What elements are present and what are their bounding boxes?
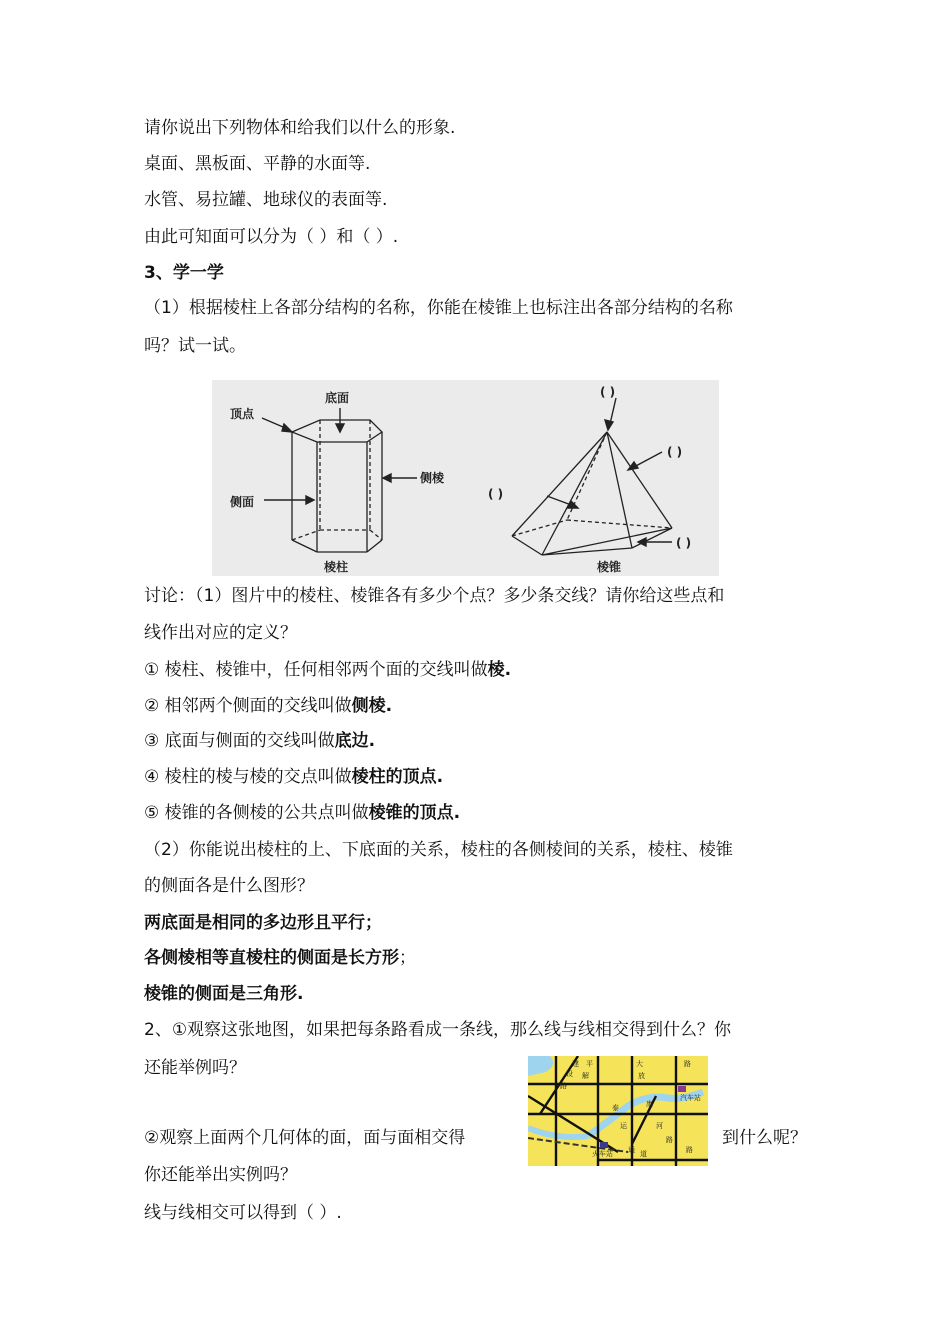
label-vertex: 顶点 bbox=[230, 407, 255, 421]
svg-text:设: 设 bbox=[566, 1070, 573, 1078]
svg-text:平: 平 bbox=[586, 1060, 593, 1068]
faces-question-tail: 到什么呢？ bbox=[722, 1128, 807, 1148]
svg-text:火车站: 火车站 bbox=[592, 1150, 613, 1158]
map-question: 2、①观察这张地图，如果把每条路看成一条线，那么线与线相交得到什么？你 bbox=[144, 1020, 732, 1040]
prism-top-face bbox=[292, 420, 382, 442]
definition-edge: ① 棱柱、棱锥中，任何相邻两个面的交线叫做棱. bbox=[144, 660, 512, 680]
intro-example-flat: 桌面、黑板面、平静的水面等. bbox=[144, 154, 371, 174]
map-question-cont: 还能举例吗？ bbox=[144, 1058, 246, 1078]
svg-text:建: 建 bbox=[572, 1060, 579, 1068]
blank-apex: ( ) bbox=[600, 385, 616, 399]
svg-text:路: 路 bbox=[686, 1146, 693, 1154]
label-top-face: 底面 bbox=[325, 391, 350, 405]
svg-text:放: 放 bbox=[638, 1072, 645, 1080]
street-map bbox=[528, 1056, 708, 1166]
svg-text:大: 大 bbox=[636, 1060, 643, 1068]
answer-bases: 两底面是相同的多边形且平行； bbox=[144, 913, 382, 933]
blank-base-edge: ( ) bbox=[676, 536, 692, 550]
svg-text:汽车站: 汽车站 bbox=[680, 1094, 701, 1102]
svg-text:解: 解 bbox=[582, 1072, 589, 1080]
svg-text:河: 河 bbox=[656, 1122, 663, 1130]
svg-text:路: 路 bbox=[666, 1136, 673, 1144]
section-title: 3、学一学 bbox=[144, 263, 224, 283]
svg-text:通: 通 bbox=[628, 1146, 635, 1154]
intro-question: 请你说出下列物体和给我们以什么的形象. bbox=[144, 118, 456, 138]
discussion-question: 讨论：（1）图片中的棱柱、棱锥各有多少个点？多少条交线？请你给这些点和 bbox=[144, 586, 725, 606]
question-2-cont: 的侧面各是什么图形？ bbox=[144, 876, 314, 896]
svg-text:泰: 泰 bbox=[612, 1104, 619, 1112]
label-side-face: 侧面 bbox=[230, 495, 255, 509]
definition-prism-vertex: ④ 棱柱的棱与棱的交点叫做棱柱的顶点. bbox=[144, 767, 444, 787]
definition-lateral-edge: ② 相邻两个侧面的交线叫做侧棱. bbox=[144, 696, 393, 716]
prism-pyramid-figure bbox=[212, 380, 719, 576]
svg-text:康: 康 bbox=[646, 1100, 653, 1108]
line-intersection-conclusion: 线与线相交可以得到（ ）. bbox=[144, 1203, 342, 1223]
definition-base-edge: ③ 底面与侧面的交线叫做底边. bbox=[144, 731, 376, 751]
definition-pyramid-vertex: ⑤ 棱锥的各侧棱的公共点叫做棱锥的顶点. bbox=[144, 803, 461, 823]
svg-text:路: 路 bbox=[684, 1060, 691, 1068]
label-prism: 棱柱 bbox=[324, 560, 349, 574]
faces-question-cont: 你还能举出实例吗？ bbox=[144, 1165, 297, 1185]
label-lateral-edge: 侧棱 bbox=[420, 471, 445, 485]
label-pyramid: 棱锥 bbox=[597, 560, 622, 574]
discussion-question-cont: 线作出对应的定义？ bbox=[144, 623, 297, 643]
answer-lateral: 各侧棱相等直棱柱的侧面是长方形； bbox=[144, 948, 416, 968]
svg-text:道: 道 bbox=[640, 1150, 647, 1158]
blank-side-face: ( ) bbox=[488, 487, 504, 501]
task1-text: （1）根据棱柱上各部分结构的名称，你能在棱锥上也标注出各部分结构的名称 bbox=[144, 298, 733, 318]
svg-text:运: 运 bbox=[620, 1122, 627, 1130]
svg-text:路: 路 bbox=[560, 1082, 567, 1090]
answer-pyramid-faces: 棱锥的侧面是三角形. bbox=[144, 984, 304, 1004]
intro-example-curved: 水管、易拉罐、地球仪的表面等. bbox=[144, 190, 388, 210]
task1-text-cont: 吗？试一试。 bbox=[144, 336, 246, 356]
question-2: （2）你能说出棱柱的上、下底面的关系，棱柱的各侧棱间的关系，棱柱、棱锥 bbox=[144, 840, 733, 860]
faces-question: ②观察上面两个几何体的面，面与面相交得 bbox=[144, 1128, 466, 1148]
blank-lateral-edge: ( ) bbox=[667, 445, 683, 459]
intro-conclusion: 由此可知面可以分为（ ）和（ ）. bbox=[144, 227, 399, 247]
